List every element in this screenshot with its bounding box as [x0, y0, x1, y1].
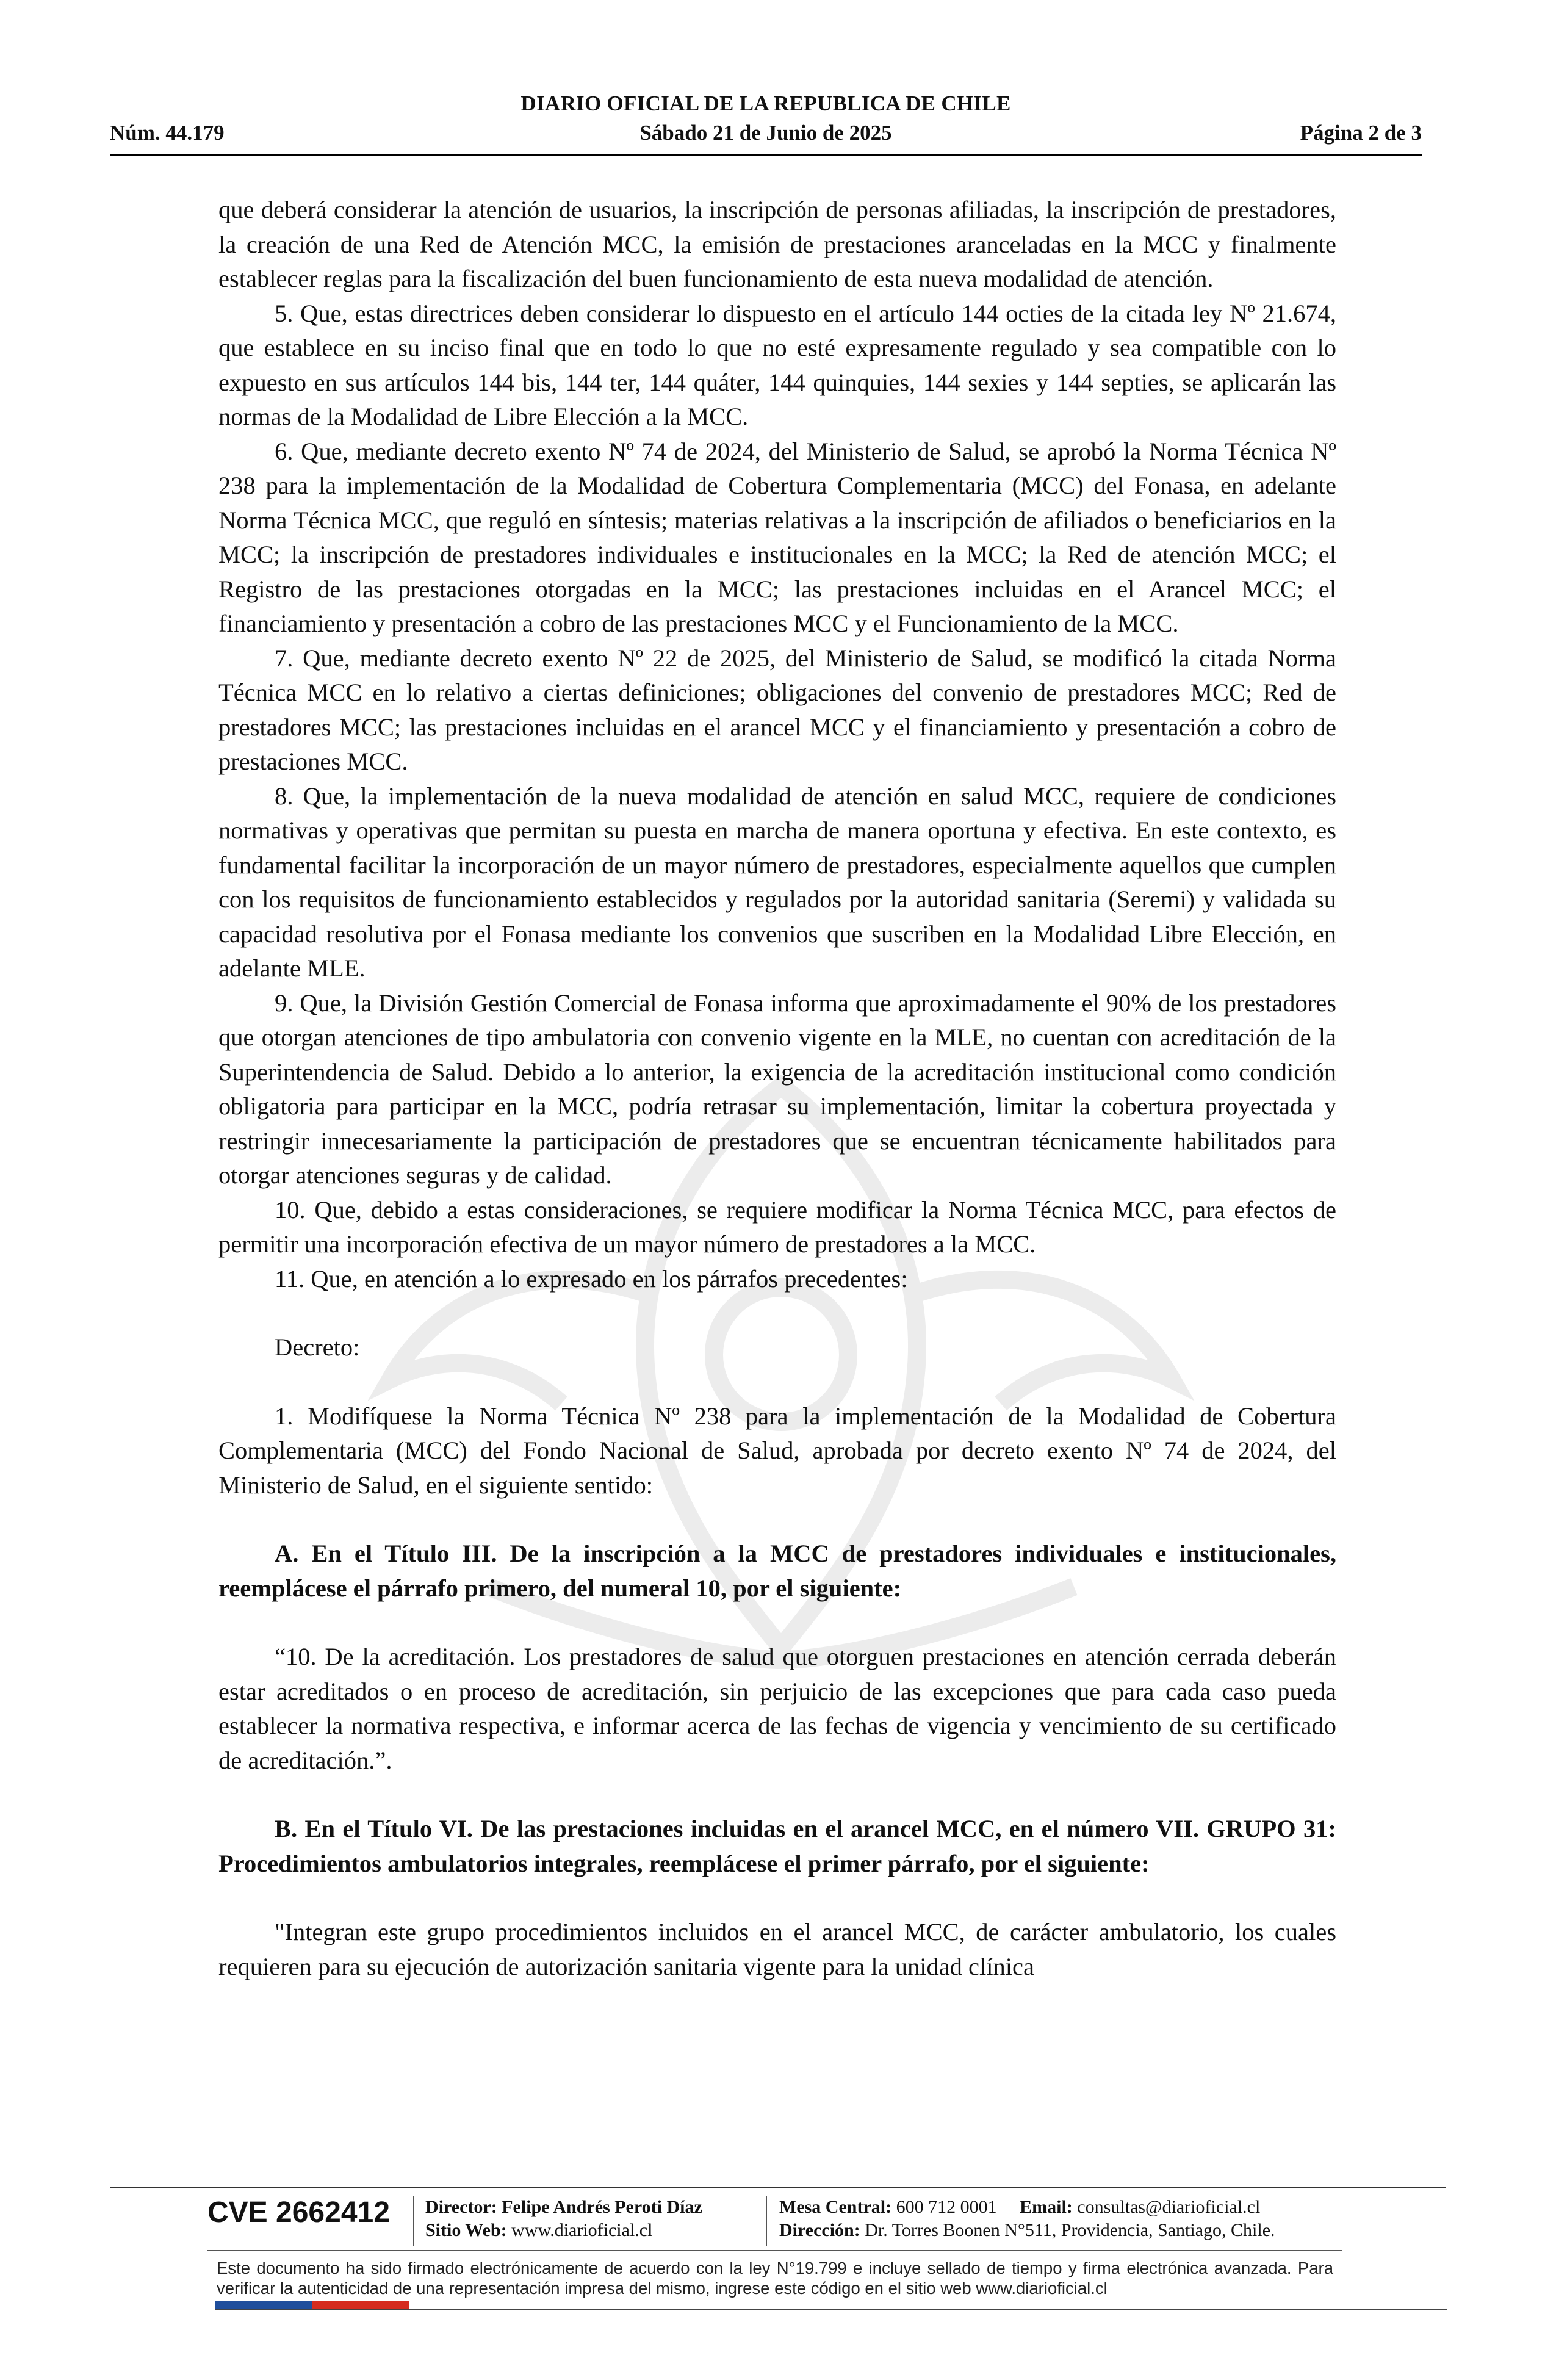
cve-code: CVE 2662412 — [207, 2196, 390, 2229]
header-divider — [110, 154, 1422, 156]
document-body — [218, 193, 1336, 1984]
section-b-quote: "Integran este grupo procedimientos incluidos en el arancel MCC, de carácter ambulatorio, los cuales requieren para su ejecución de autorización sanitaria vigente para la unidad clínica — [218, 1918, 1336, 1980]
electronic-signature-notice: Este documento ha sido firmado electrónicamente de acuerdo con la ley N°19.799 e incluye sellado de tiempo y firma electrónica avanzada. Para verificar la autenticidad de una representación impresa del mismo, ingrese este código en el sitio web www.diarioficial.cl — [217, 2259, 1333, 2298]
flag-blue-segment — [215, 2301, 312, 2309]
paragraph-7: 7. Que, mediante decreto exento Nº 22 de 2025, del Ministerio de Salud, se modificó la citada Norma Técnica MCC en lo relativo a ciertas definiciones; obligaciones del convenio de prestadores MCC; Red de prestadores MCC; las prestaciones incluidas en el arancel MCC y el financiamiento y presentación a cobro de prestaciones MCC. — [218, 644, 1336, 775]
phone-value: 600 712 0001 — [896, 2197, 997, 2217]
footer-divider-secondary — [207, 2250, 1342, 2251]
phone-label: Mesa Central: — [779, 2197, 892, 2217]
address-value: Dr. Torres Boonen N°511, Providencia, Santiago, Chile. — [865, 2220, 1275, 2240]
section-b-heading: B. En el Título VI. De las prestaciones incluidas en el arancel MCC, en el número VII. GRUPO 31: Procedimientos ambulatorios integrales, reemplácese el primer párrafo, por el siguiente: — [218, 1815, 1336, 1877]
paragraph-5: 5. Que, estas directrices deben considerar lo dispuesto en el artículo 144 octies de la citada ley Nº 21.674, que establece en su inciso final que en todo lo que no esté expresamente regulado y sea compatible con lo expuesto en sus artículos 144 bis, 144 ter, 144 quáter, 144 quinquies, 144 sexies y 144 septies, se aplicarán las normas de la Modalidad de Libre Elección a la MCC. — [218, 299, 1336, 430]
paragraph-9: 9. Que, la División Gestión Comercial de Fonasa informa que aproximadamente el 90% de los prestadores que otorgan atenciones de tipo ambulatoria con convenio vigente en la MLE, no cuentan con acreditación de la Superintendencia de Salud. Debido a lo anterior, la exigencia de la acreditación institucional como condición obligatoria para participar en la MCC, podría retrasar su implementación, limitar la cobertura proyectada y restringir innecesariamente la participación de prestadores que se encuentran técnicamente habilitados para otorgar atenciones seguras y de calidad. — [218, 989, 1336, 1189]
footer-bottom-rule — [215, 2309, 1447, 2310]
website-link[interactable]: www.diarioficial.cl — [511, 2220, 653, 2240]
director-label: Director: — [425, 2197, 497, 2217]
email-label: Email: — [1020, 2197, 1073, 2217]
page-header — [110, 92, 1422, 159]
footer-separator — [766, 2196, 767, 2246]
paragraph-11: 11. Que, en atención a lo expresado en los párrafos precedentes: — [275, 1264, 908, 1293]
paragraph-10: 10. Que, debido a estas consideraciones, se requiere modificar la Norma Técnica MCC, para efectos de permitir una incorporación efectiva de un mayor número de prestadores a la MCC. — [218, 1195, 1336, 1258]
paragraph-8: 8. Que, la implementación de la nueva modalidad de atención en salud MCC, requiere de condiciones normativas y operativas que permitan su puesta en marcha de manera oportuna y efectiva. En este contexto, es fundamental facilitar la incorporación de un mayor número de prestadores, especialmente aquellos que cumplen con los requisitos de funcionamiento establecidos y regulados por la autoridad sanitaria (Seremi) y validada su capacidad resolutiva por el Fonasa mediante los convenios que suscriben en la Modalidad Libre Elección, en adelante MLE. — [218, 782, 1336, 982]
paragraph-6: 6. Que, mediante decreto exento Nº 74 de 2024, del Ministerio de Salud, se aprobó la Norma Técnica Nº 238 para la implementación de la Modalidad de Cobertura Complementaria (MCC) del Fonasa, en adelante Norma Técnica MCC, que reguló en síntesis; materias relativas a la inscripción de afiliados o beneficiarios en la MCC; la inscripción de prestadores individuales e institucionales en la MCC; la Red de atención MCC; el Registro de las prestaciones otorgadas en la MCC; las prestaciones incluidas en el Arancel MCC; el financiamiento y presentación a cobro de las prestaciones MCC y el Funcionamiento de la MCC. — [218, 437, 1336, 637]
footer-divider — [110, 2187, 1446, 2188]
address-label: Dirección: — [779, 2220, 860, 2240]
page-indicator: Página 2 de 3 — [1300, 121, 1422, 145]
footer-director-block — [425, 2196, 702, 2242]
footer-separator — [413, 2196, 414, 2246]
publication-title: DIARIO OFICIAL DE LA REPUBLICA DE CHILE — [520, 92, 1011, 115]
paragraph-continuation: que deberá considerar la atención de usuarios, la inscripción de personas afiliadas, la inscripción de prestadores, la creación de una Red de Atención MCC, la emisión de prestaciones aranceladas en la MCC y finalmente establecer reglas para la fiscalización del buen funcionamiento de esta nueva modalidad de atención. — [218, 196, 1336, 292]
flag-color-bar — [215, 2301, 409, 2309]
flag-red-segment — [312, 2301, 409, 2309]
section-a-quote: “10. De la acreditación. Los prestadores de salud que otorguen prestaciones en atención cerrada deberán estar acreditados o en proceso de acreditación, sin perjuicio de las excepciones que para cada caso pueda establecer la normativa respectiva, e informar acerca de las fechas de vigencia y vencimiento de su certificado de acreditación.”. — [218, 1643, 1336, 1774]
decree-item-1: 1. Modifíquese la Norma Técnica Nº 238 para la implementación de la Modalidad de Cobertura Complementaria (MCC) del Fondo Nacional de Salud, aprobada por decreto exento Nº 74 de 2024, del Ministerio de Salud, en el siguiente sentido: — [218, 1402, 1336, 1499]
website-label: Sitio Web: — [425, 2220, 507, 2240]
email-link[interactable]: consultas@diarioficial.cl — [1077, 2197, 1261, 2217]
decree-heading: Decreto: — [275, 1333, 360, 1361]
issue-number: Núm. 44.179 — [110, 121, 225, 145]
section-a-heading: A. En el Título III. De la inscripción a la MCC de prestadores individuales e institucionales, reemplácese el párrafo primero, del numeral 10, por el siguiente: — [218, 1540, 1336, 1602]
footer-contact-block — [779, 2196, 1275, 2242]
issue-date: Sábado 21 de Junio de 2025 — [639, 121, 892, 145]
director-name: Felipe Andrés Peroti Díaz — [502, 2197, 702, 2217]
